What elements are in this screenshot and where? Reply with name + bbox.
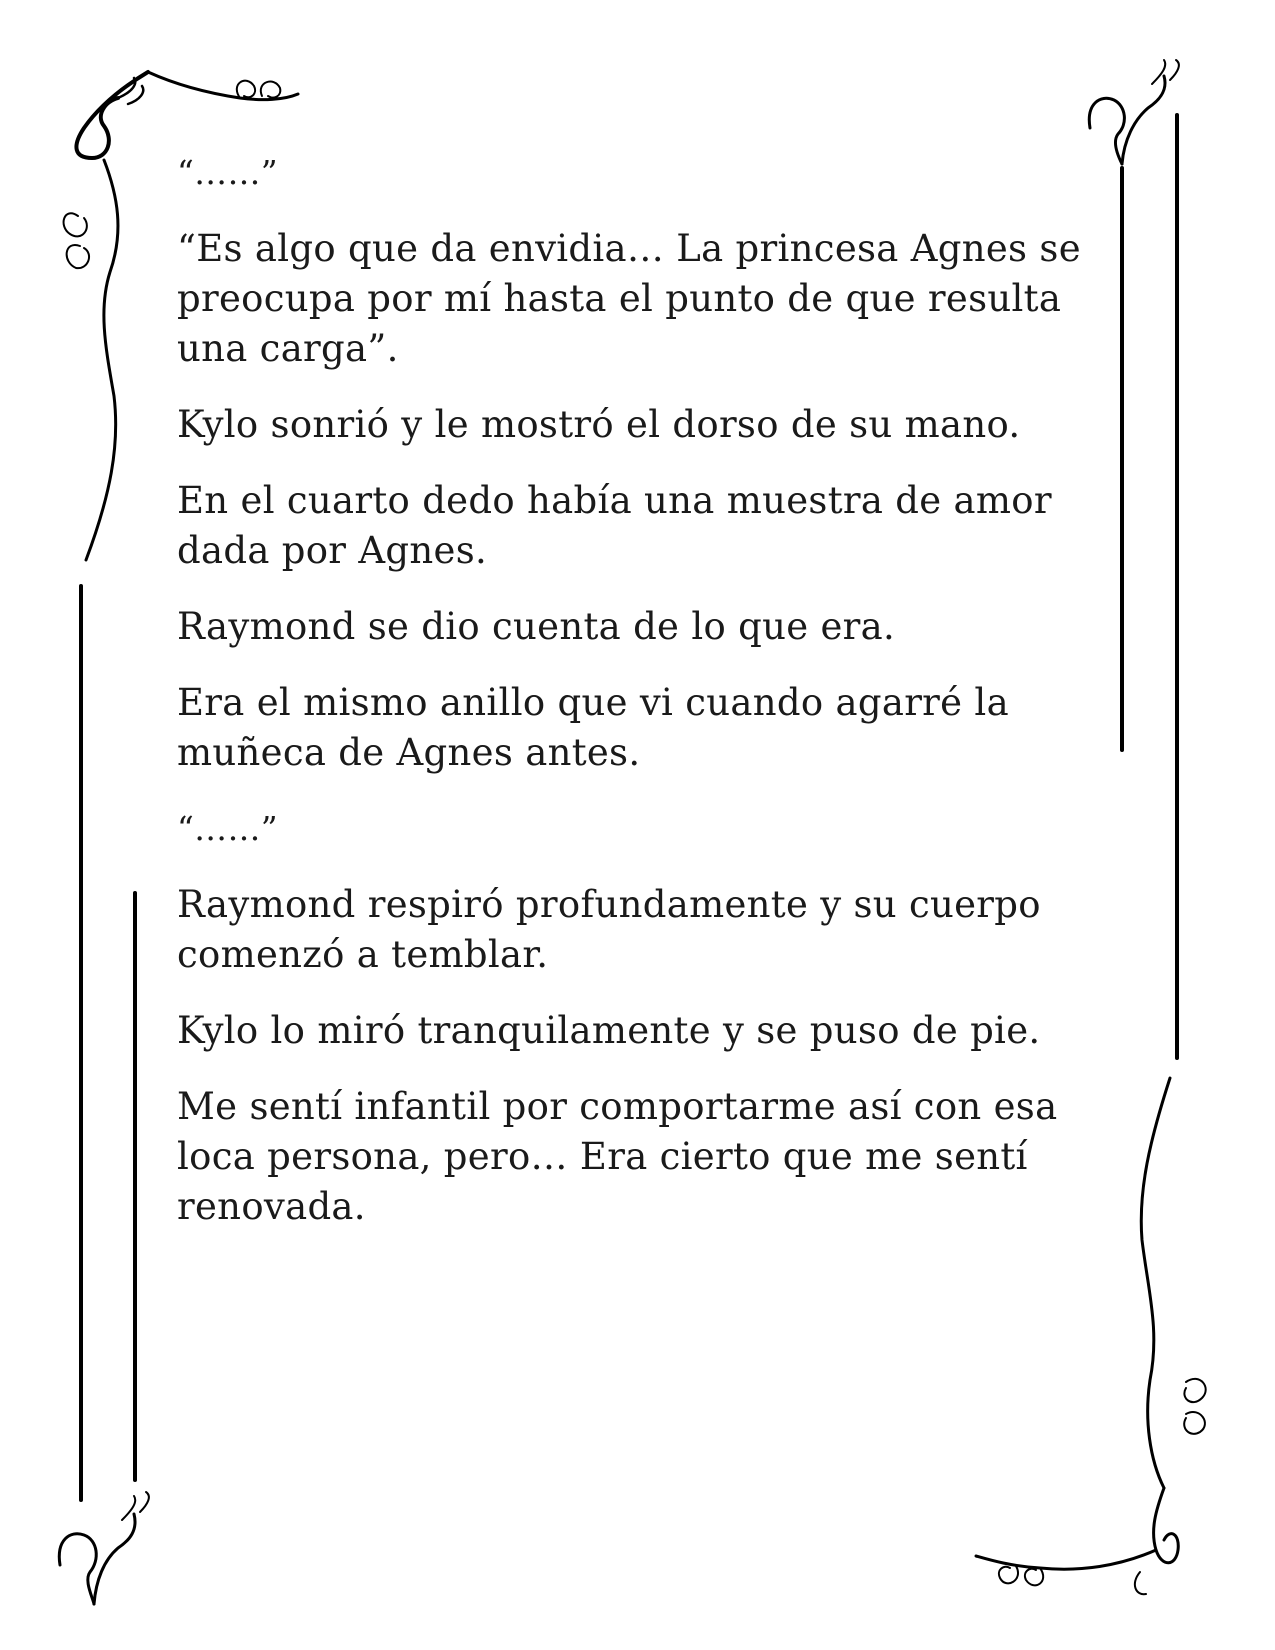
dialogue-ellipsis-2: “……” <box>177 809 278 848</box>
paragraph-felt-renewed: Me sentí infantil por comportarme así con esa loca persona, pero… Era cierto que me sentí renovada. <box>177 1085 1058 1228</box>
paragraph-same-ring: Era el mismo anillo que vi cuando agarré la muñeca de Agnes antes. <box>177 681 1009 774</box>
paragraph-kylo-stands: Kylo lo miró tranquilamente y se puso de pie. <box>177 1009 1041 1052</box>
top-right-flourish-icon <box>1089 60 1179 164</box>
dialogue-ellipsis-1: “……” <box>177 153 278 192</box>
paragraph-ring-finger: En el cuarto dedo había una muestra de amor dada por Agnes. <box>177 479 1052 572</box>
paragraph-raymond-realized: Raymond se dio cuenta de lo que era. <box>177 605 896 648</box>
paragraph-raymond-trembles: Raymond respiró profundamente y su cuerpo comenzó a temblar. <box>177 883 1041 976</box>
document-body <box>177 148 1102 1258</box>
paragraph-kylo-smile: Kylo sonrió y le mostró el dorso de su mano. <box>177 403 1021 446</box>
paragraph-envy-quote: “Es algo que da envidia… La princesa Agnes se preocupa por mí hasta el punto de que resulta una carga”. <box>177 227 1081 370</box>
bottom-left-flourish-icon <box>59 1492 149 1604</box>
